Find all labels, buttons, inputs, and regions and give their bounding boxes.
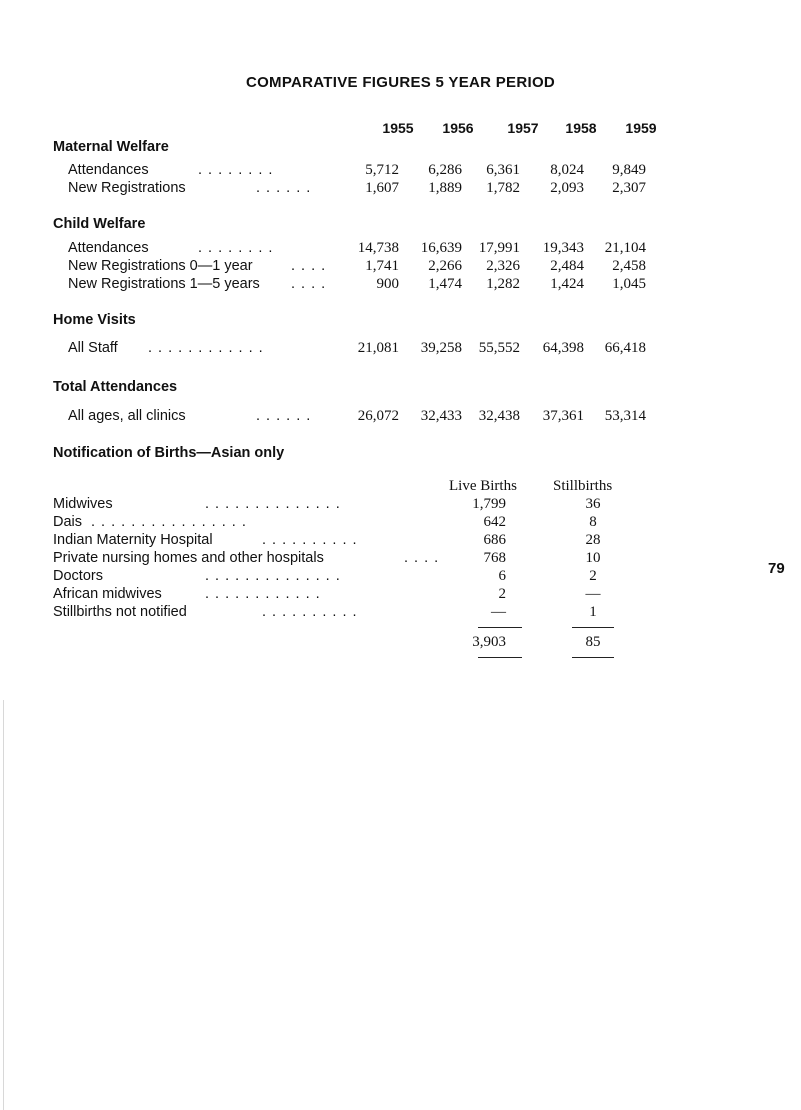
total-rule-still-top: [572, 627, 614, 628]
leader-dots: . . . .: [404, 550, 440, 566]
value-cell: 2,093: [550, 180, 584, 196]
scan-edge: [3, 700, 4, 1110]
total-live-births: 3,903: [472, 634, 506, 650]
leader-dots: . . . . . . . . . . . .: [205, 586, 321, 602]
value-cell: 1,782: [486, 180, 520, 196]
value-cell: 16,639: [420, 240, 462, 256]
value-cell: 9,849: [612, 162, 646, 178]
value-cell: 2,458: [612, 258, 646, 274]
births-row-label: Stillbirths not notified: [53, 604, 187, 620]
total-rule-still-bottom: [572, 657, 614, 658]
leader-dots: . . . . . .: [256, 408, 312, 424]
leader-dots: . . . .: [291, 276, 327, 292]
value-cell: 1,741: [365, 258, 399, 274]
value-cell: 900: [376, 276, 399, 292]
page-number: 79: [768, 560, 785, 577]
home-visits-heading: Home Visits: [53, 312, 136, 328]
total-rule-live-bottom: [478, 657, 522, 658]
births-row-label: Midwives: [53, 496, 113, 512]
value-cell: 32,438: [478, 408, 520, 424]
leader-dots: . . . . . . . . . . . .: [148, 340, 264, 356]
value-cell: 39,258: [420, 340, 462, 356]
value-cell: 37,361: [542, 408, 584, 424]
value-cell: 1,045: [612, 276, 646, 292]
value-cell: 2,484: [550, 258, 584, 274]
leader-dots: . . . . . . . .: [198, 162, 274, 178]
leader-dots: . . . . . . . . . . . . . . . .: [91, 514, 247, 530]
leader-dots: . . . . . . . .: [198, 240, 274, 256]
leader-dots: . . . . . . . . . .: [262, 532, 358, 548]
births-row-label: Private nursing homes and other hospitals: [53, 550, 324, 566]
value-cell: 53,314: [604, 408, 646, 424]
page-title: COMPARATIVE FIGURES 5 YEAR PERIOD: [245, 74, 556, 91]
total-attendances-heading: Total Attendances: [53, 379, 178, 395]
value-cell: 32,433: [420, 408, 462, 424]
total-rule-live-top: [478, 627, 522, 628]
value-cell: 1,282: [486, 276, 520, 292]
value-cell: 26,072: [357, 408, 399, 424]
value-cell: 21,104: [604, 240, 646, 256]
stillbirths-header: Stillbirths: [553, 478, 613, 494]
maternal-welfare-heading: Maternal Welfare: [53, 139, 169, 155]
year-header-1958: 1958: [565, 120, 597, 136]
year-header-1956: 1956: [442, 120, 474, 136]
value-cell: 8,024: [550, 162, 584, 178]
leader-dots: . . . . . .: [256, 180, 312, 196]
live-births-cell: 1,799: [472, 496, 506, 512]
live-births-header: Live Births: [449, 478, 517, 494]
value-cell: 5,712: [365, 162, 399, 178]
value-cell: 2,307: [612, 180, 646, 196]
row-label: Attendances: [68, 162, 149, 178]
value-cell: 19,343: [542, 240, 584, 256]
year-header-1957: 1957: [507, 120, 539, 136]
stillbirths-cell: 36: [585, 496, 601, 512]
stillbirths-cell: 2: [589, 568, 597, 584]
stillbirths-cell: 10: [585, 550, 601, 566]
value-cell: 6,361: [486, 162, 520, 178]
live-births-cell: 642: [483, 514, 506, 530]
row-label: New Registrations 0—1 year: [68, 258, 253, 274]
stillbirths-cell: 28: [585, 532, 601, 548]
live-births-cell: —: [491, 604, 506, 620]
total-stillbirths: 85: [585, 634, 601, 650]
row-label: New Registrations 1—5 years: [68, 276, 260, 292]
row-label: All ages, all clinics: [68, 408, 186, 424]
births-heading: Notification of Births—Asian only: [53, 445, 285, 461]
value-cell: 1,424: [550, 276, 584, 292]
row-label: Attendances: [68, 240, 149, 256]
stillbirths-cell: 1: [589, 604, 597, 620]
year-header-1959: 1959: [625, 120, 657, 136]
stillbirths-cell: 8: [589, 514, 597, 530]
births-row-label: Indian Maternity Hospital: [53, 532, 213, 548]
value-cell: 17,991: [478, 240, 520, 256]
leader-dots: . . . . . . . . . .: [262, 604, 358, 620]
year-header-1955: 1955: [382, 120, 414, 136]
live-births-cell: 6: [498, 568, 506, 584]
stillbirths-cell: —: [585, 586, 601, 602]
value-cell: 55,552: [478, 340, 520, 356]
value-cell: 14,738: [357, 240, 399, 256]
leader-dots: . . . .: [291, 258, 327, 274]
value-cell: 64,398: [542, 340, 584, 356]
value-cell: 21,081: [357, 340, 399, 356]
births-row-label: African midwives: [53, 586, 162, 602]
value-cell: 1,474: [428, 276, 462, 292]
value-cell: 1,889: [428, 180, 462, 196]
value-cell: 6,286: [428, 162, 462, 178]
live-births-cell: 768: [483, 550, 506, 566]
child-welfare-heading: Child Welfare: [53, 216, 146, 232]
live-births-cell: 686: [483, 532, 506, 548]
births-row-label: Doctors: [53, 568, 103, 584]
leader-dots: . . . . . . . . . . . . . .: [205, 568, 341, 584]
value-cell: 2,266: [428, 258, 462, 274]
births-row-label: Dais: [53, 514, 83, 530]
leader-dots: . . . . . . . . . . . . . .: [205, 496, 341, 512]
live-births-cell: 2: [498, 586, 506, 602]
row-label: All Staff: [68, 340, 118, 356]
value-cell: 2,326: [486, 258, 520, 274]
row-label: New Registrations: [68, 180, 186, 196]
value-cell: 66,418: [604, 340, 646, 356]
value-cell: 1,607: [365, 180, 399, 196]
